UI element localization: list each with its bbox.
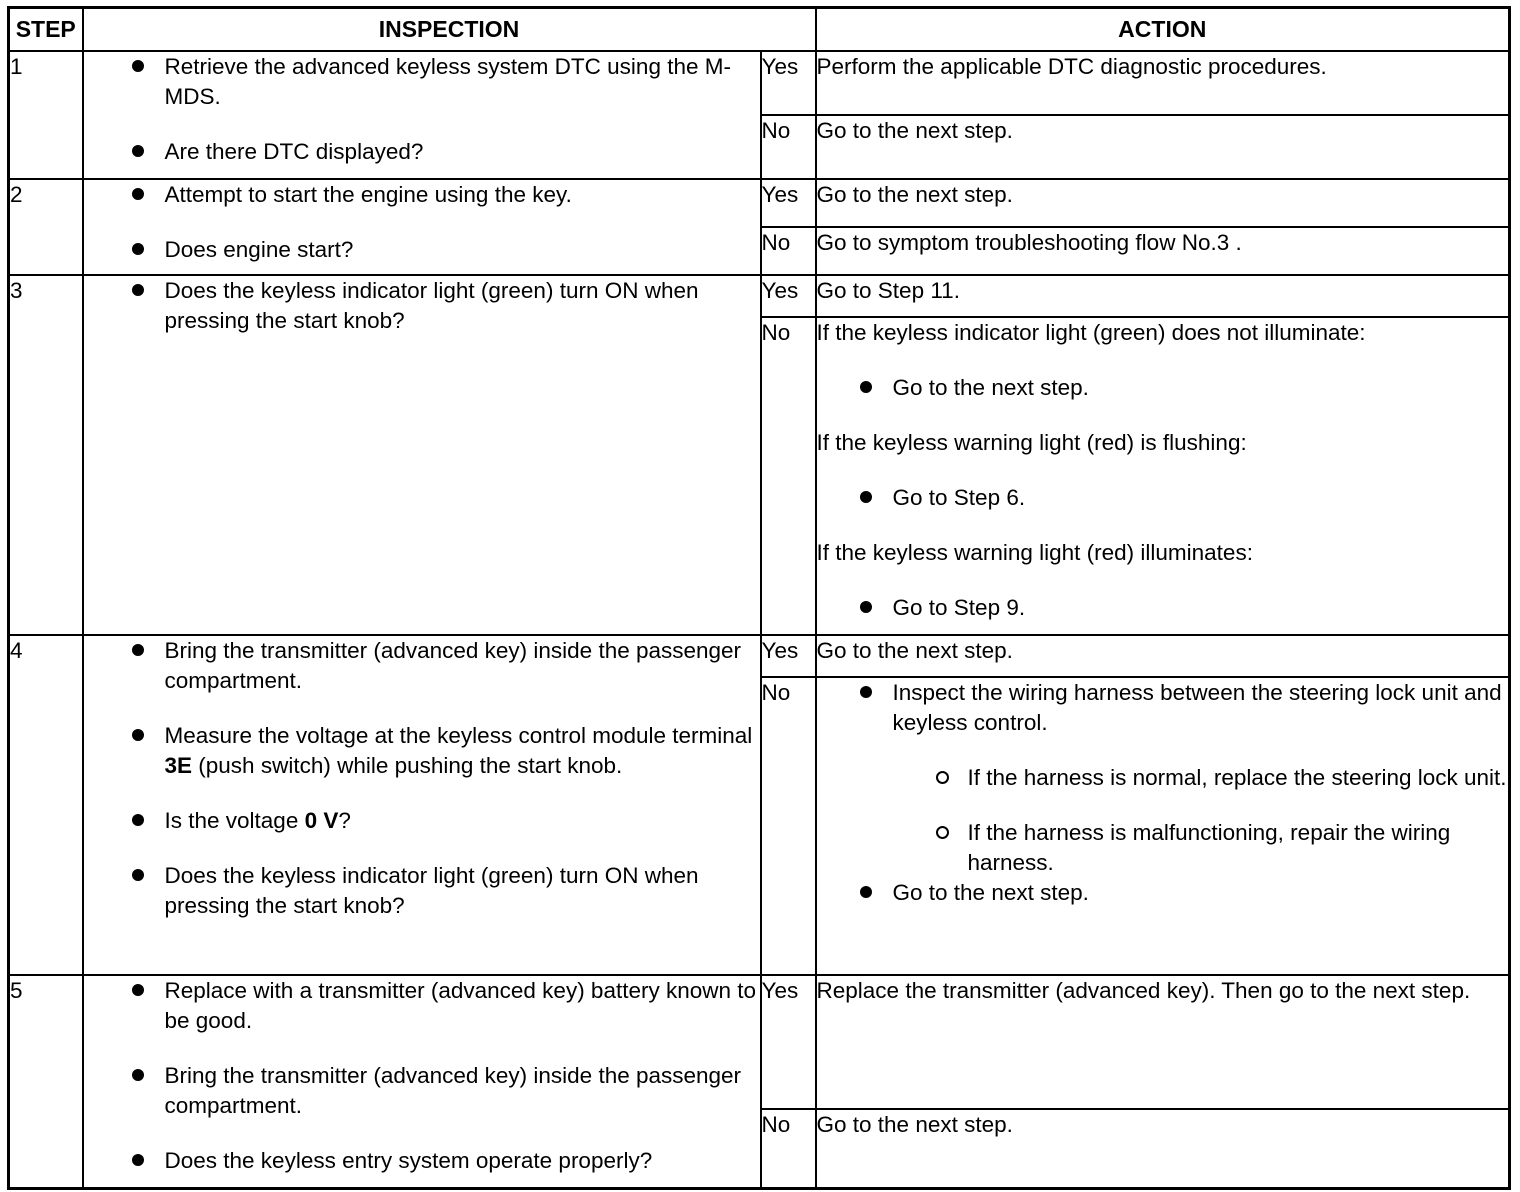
inspection-item: Is the voltage 0 V?	[165, 806, 760, 836]
yes-action: Perform the applicable DTC diagnostic procedures.	[816, 51, 1510, 115]
bullet-icon	[132, 1069, 144, 1081]
inspection-item: Attempt to start the engine using the key.	[165, 180, 760, 210]
no-action: Go to the next step.	[816, 115, 1510, 179]
bullet-icon	[132, 145, 144, 157]
inspection-item: Bring the transmitter (advanced key) inside the passenger compartment.	[165, 1061, 760, 1121]
inspection-item: Does the keyless indicator light (green) turn ON when pressing the start knob?	[165, 861, 760, 921]
circle-bullet-icon	[936, 771, 949, 784]
header-row	[9, 8, 1510, 51]
inspection-item: Replace with a transmitter (advanced key) battery known to be good.	[165, 976, 760, 1036]
yes-label: Yes	[761, 179, 816, 227]
step-5-inspection	[83, 975, 761, 1189]
action-subitem: If the harness is normal, replace the steering lock unit.	[968, 763, 1509, 793]
step-1-inspection	[83, 51, 761, 179]
action-item: Go to Step 6.	[893, 483, 1509, 513]
yes-label: Yes	[761, 51, 816, 115]
inspection-item: Are there DTC displayed?	[165, 137, 760, 167]
step-2-inspection	[83, 179, 761, 275]
bullet-icon	[132, 814, 144, 826]
action-item: Go to Step 9.	[893, 593, 1509, 623]
step-number: 4	[9, 635, 83, 975]
no-action: Go to symptom troubleshooting flow No.3 .	[816, 227, 1510, 275]
step-2-yes-row	[9, 179, 1510, 227]
step-number: 2	[9, 179, 83, 275]
no-label: No	[761, 677, 816, 975]
inspection-item: Does engine start?	[165, 235, 760, 265]
inspection-item: Does the keyless indicator light (green) turn ON when pressing the start knob?	[165, 276, 760, 336]
bullet-icon	[132, 984, 144, 996]
step-4-inspection	[83, 635, 761, 975]
step-5-yes-row	[9, 975, 1510, 1109]
step-1-yes-row	[9, 51, 1510, 115]
no-label: No	[761, 227, 816, 275]
inspection-item: Retrieve the advanced keyless system DTC using the M-MDS.	[165, 52, 760, 112]
no-action: Go to the next step.	[816, 1109, 1510, 1189]
step-3-yes-row	[9, 275, 1510, 317]
step-number: 1	[9, 51, 83, 179]
inspection-item: Measure the voltage at the keyless control module terminal 3E (push switch) while pushing the start knob.	[165, 721, 760, 781]
bullet-icon	[860, 491, 872, 503]
bullet-icon	[132, 729, 144, 741]
yes-label: Yes	[761, 275, 816, 317]
header-inspection: INSPECTION	[83, 8, 816, 51]
no-label: No	[761, 1109, 816, 1189]
action-item: Go to the next step.	[893, 373, 1509, 403]
bullet-icon	[860, 686, 872, 698]
action-item: Inspect the wiring harness between the steering lock unit and keyless control. If the harness is normal, replace the steering lock unit. If the harness is malfunctioning, repair the wiring harness.	[893, 678, 1509, 878]
no-label: No	[761, 115, 816, 179]
bullet-icon	[132, 60, 144, 72]
bullet-icon	[132, 644, 144, 656]
yes-action: Go to Step 11.	[816, 275, 1510, 317]
bullet-icon	[860, 601, 872, 613]
action-subitem: If the harness is malfunctioning, repair the wiring harness.	[968, 818, 1509, 878]
yes-label: Yes	[761, 635, 816, 677]
bullet-icon	[132, 869, 144, 881]
bullet-icon	[132, 188, 144, 200]
circle-bullet-icon	[936, 826, 949, 839]
step-number: 5	[9, 975, 83, 1189]
voltage-value: 0 V	[304, 807, 339, 833]
bullet-icon	[860, 886, 872, 898]
yes-action: Go to the next step.	[816, 179, 1510, 227]
condition-text: If the keyless warning light (red) is flushing:	[816, 429, 1247, 455]
bullet-icon	[132, 284, 144, 296]
no-label: No	[761, 317, 816, 635]
terminal-value: 3E	[164, 752, 193, 778]
yes-action: Go to the next step.	[816, 635, 1510, 677]
step-4-yes-row	[9, 635, 1510, 677]
bullet-icon	[132, 1154, 144, 1166]
inspection-item: Bring the transmitter (advanced key) inside the passenger compartment.	[165, 636, 760, 696]
no-action	[816, 677, 1510, 975]
yes-label: Yes	[761, 975, 816, 1109]
step-number: 3	[9, 275, 83, 635]
condition-text: If the keyless indicator light (green) does not illuminate:	[816, 319, 1366, 345]
condition-text: If the keyless warning light (red) illuminates:	[816, 539, 1253, 565]
inspection-item: Does the keyless entry system operate properly?	[165, 1146, 760, 1176]
bullet-icon	[132, 243, 144, 255]
header-action: ACTION	[816, 8, 1510, 51]
no-action	[816, 317, 1510, 635]
bullet-icon	[860, 381, 872, 393]
troubleshooting-table	[7, 6, 1511, 1190]
header-step: STEP	[9, 8, 83, 51]
action-item: Go to the next step.	[893, 878, 1509, 908]
step-3-inspection	[83, 275, 761, 635]
yes-action: Replace the transmitter (advanced key). Then go to the next step.	[816, 975, 1510, 1109]
